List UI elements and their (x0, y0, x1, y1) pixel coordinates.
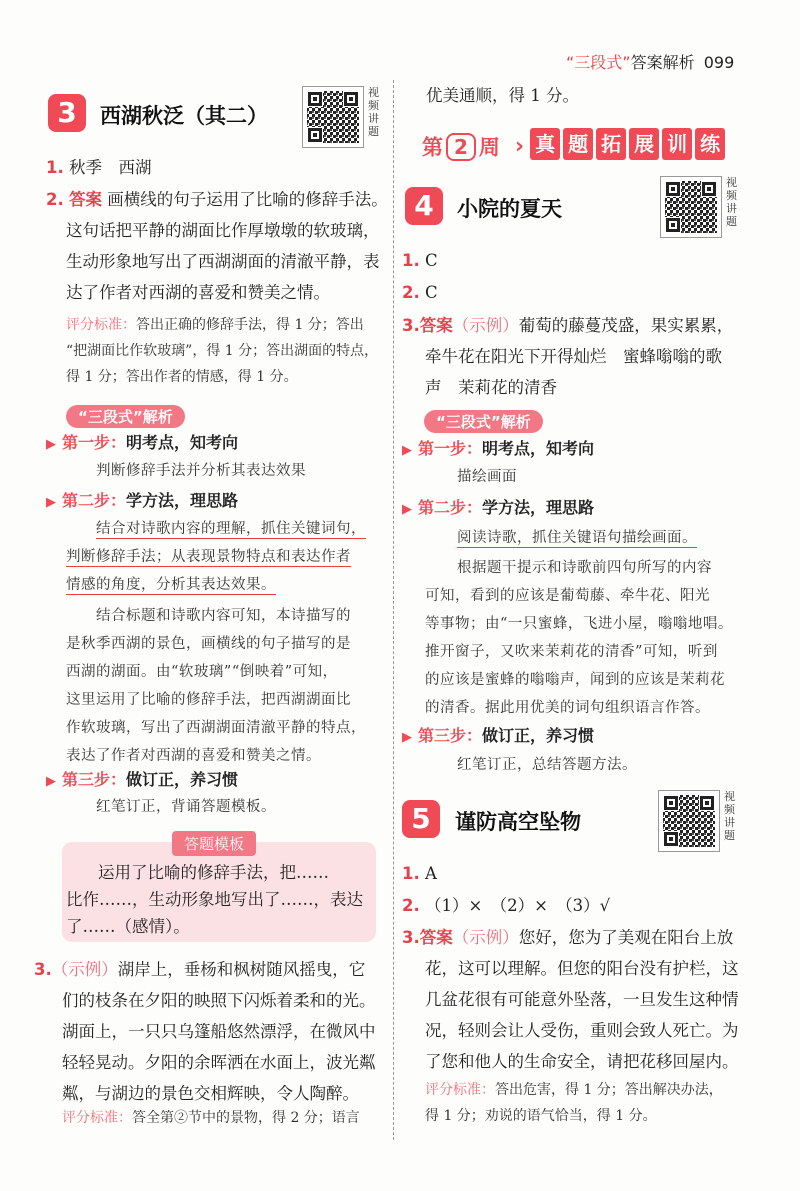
s3-q3-line1 (34, 954, 365, 985)
s3-q2-line4: 达了作者对西湖的喜爱和赞美之情。 (66, 283, 330, 302)
q3-number: 3. (34, 960, 52, 979)
s4-step2-body6: 的清香。据此用优美的词句组织语言作答。 (425, 700, 710, 716)
s3-step2-ul3 (66, 572, 276, 600)
q1-answer: A (425, 864, 437, 883)
s4-step2-body1: 根据题干提示和诗歌前四句所写的内容 (457, 560, 712, 576)
section-5-title: 谨防高空坠物 (455, 810, 581, 834)
score-label: 评分标准： (62, 1110, 132, 1126)
page-number: 099 (703, 53, 735, 72)
q3-text: 湖岸上，垂杨和枫树随风摇曳，它 (117, 960, 366, 979)
header-title: 答案解析 (630, 53, 695, 72)
arrow-right-icon: ▶ (46, 437, 56, 452)
qr-code-icon[interactable] (302, 86, 364, 148)
s3-q3-line3: 湖面上，一只只乌篷船悠然漂浮，在微风中 (62, 1022, 376, 1041)
s3-q2-line2: 这句话把平静的湖面比作厚墩墩的软玻璃， (66, 221, 380, 240)
s4-step2-body3: 等事物；由“一只蜜蜂，飞进小屋，嗡嗡地唱。 (425, 616, 733, 632)
q2-text: 画横线的句子运用了比喻的修辞手法。 (107, 190, 388, 209)
s3-step2-ul2 (66, 544, 351, 572)
s3-step3-text: 红笔订正，背诵答题模板。 (96, 799, 276, 815)
answer-template-tag: 答题模板 (172, 831, 256, 856)
section-5-number: 5 (402, 800, 440, 838)
step2-title: 学方法，理思路 (126, 491, 239, 510)
q1-answer: C (425, 251, 438, 270)
step2-title: 学方法，理思路 (482, 498, 595, 517)
step1-key: 第一步： (418, 439, 483, 458)
s3-q3-line4: 轻轻晃动。夕阳的余晖洒在水面上，波光粼 (62, 1053, 376, 1072)
three-step-pill: “三段式”解析 (424, 410, 543, 433)
step3-title: 做订正，养习惯 (482, 726, 595, 745)
s3-step2-body6: 表达了作者对西湖的喜爱和赞美之情。 (66, 748, 321, 764)
week-chip: 真 (530, 128, 560, 160)
s3-q2-line3: 生动形象地写出了西湖湖面的清澈平静，表 (66, 252, 380, 271)
q1-answer: 秋季 西湖 (69, 158, 152, 177)
tmpl-line1: 运用了比喻的修辞手法，把…… (98, 863, 329, 882)
week-number: 2 (446, 133, 476, 161)
q1-number: 1. (402, 864, 420, 883)
underlined-text: 情感的角度，分析其表达效果。 (66, 577, 276, 593)
underlined-text: 判断修辞手法；从表现景物特点和表达作者 (66, 549, 351, 565)
s3-step1 (46, 430, 238, 458)
s4-q3-line3: 声 茉莉花的清香 (425, 378, 557, 397)
chevron-right-icon: › (515, 134, 525, 159)
score-label: 评分标准： (425, 1082, 495, 1098)
s3-score-line3: 得 1 分；答出作者的情感，得 1 分。 (66, 369, 298, 385)
s4-q1 (402, 245, 438, 276)
tmpl-line3: 了……（感情）。 (66, 917, 190, 936)
qr-code-icon[interactable] (658, 790, 720, 852)
s5-q3-line5: 了您和他人的生命安全，请把花移回屋内。 (425, 1052, 739, 1071)
step3-key: 第三步： (62, 770, 127, 789)
score-text: 答全第②节中的景物，得 2 分；语言 (132, 1110, 360, 1126)
step1-title: 明考点，知考向 (126, 433, 239, 452)
arrow-right-icon: ▶ (402, 730, 412, 745)
s3-step3 (46, 767, 238, 795)
s4-step1 (402, 436, 594, 464)
q2-number: 2. (46, 190, 64, 209)
s4-q3-line2: 牵牛花在阳光下开得灿烂 蜜蜂嗡嗡的歌 (425, 347, 722, 366)
s4-q2 (402, 277, 438, 308)
s3-q1 (46, 152, 152, 183)
tmpl-line2: 比作……，生动形象地写出了……，表达 (66, 890, 363, 909)
q1-number: 1. (46, 158, 64, 177)
section-4-title: 小院的夏天 (457, 197, 562, 221)
answer-label: 答案 (419, 928, 453, 947)
s3-step2-body1: 结合标题和诗歌内容可知，本诗描写的 (96, 608, 351, 624)
step1-key: 第一步： (62, 433, 127, 452)
s4-step2-body2: 可知，看到的应该是葡萄藤、牵牛花、阳光 (425, 588, 710, 604)
s4-q3-line1 (402, 310, 733, 341)
section-3-number: 3 (48, 94, 86, 132)
three-step-pill: “三段式”解析 (66, 405, 185, 428)
week-banner (422, 128, 728, 162)
arrow-right-icon: ▶ (402, 502, 412, 517)
arrow-right-icon: ▶ (46, 495, 56, 510)
s3-step2-ul1 (96, 516, 366, 544)
week-suffix: 周 (478, 135, 500, 160)
answer-label: 答案 (419, 316, 453, 335)
week-chip: 展 (629, 128, 659, 160)
example-label: （示例） (452, 928, 519, 947)
s3-step1-text: 判断修辞手法并分析其表达效果 (96, 463, 306, 479)
score-label: 评分标准： (66, 317, 136, 333)
s4-step3 (402, 723, 594, 751)
step1-title: 明考点，知考向 (482, 439, 595, 458)
week-chip: 拓 (596, 128, 626, 160)
q3-text: 葡萄的藤蔓茂盛，果实累累， (518, 316, 734, 335)
step2-key: 第二步： (62, 491, 127, 510)
s4-step2-body5: 的应该是蜜蜂的嗡嗡声，闻到的应该是茉莉花 (425, 672, 725, 688)
week-chip: 训 (662, 128, 692, 160)
step2-key: 第二步： (418, 498, 483, 517)
page-header (566, 50, 734, 73)
qr-code-icon[interactable] (660, 176, 722, 238)
q3-number: 3. (402, 928, 420, 947)
s4-step2-body4: 推开窗子，又吹来茉莉花的清香”可知，听到 (425, 644, 718, 660)
s5-score-line2: 得 1 分；劝说的语气恰当，得 1 分。 (425, 1108, 657, 1124)
s3-step2-body4: 这里运用了比喻的修辞手法，把西湖湖面比 (66, 692, 351, 708)
score-text: 答出危害，得 1 分；答出解决办法， (495, 1082, 723, 1098)
q2-number: 2. (402, 283, 420, 302)
score-text: 答出正确的修辞手法，得 1 分；答出 (136, 317, 364, 333)
underlined-text: 结合对诗歌内容的理解，抓住关键词句， (96, 521, 366, 537)
s3-q3-line2: 们的枝条在夕阳的映照下闪烁着柔和的光。 (62, 991, 376, 1010)
header-brand: “三段式” (566, 53, 631, 72)
week-chip: 练 (695, 128, 725, 160)
s4-step3-text: 红笔订正，总结答题方法。 (457, 757, 637, 773)
week-chip: 题 (563, 128, 593, 160)
s4-step2 (402, 495, 594, 523)
score-continued: 优美通顺，得 1 分。 (426, 86, 579, 105)
arrow-right-icon: ▶ (402, 443, 412, 458)
s5-q3-line2: 花，这可以理解。但您的阳台没有护栏，这 (425, 959, 739, 978)
s4-step2-ul (457, 525, 697, 553)
qr-label: 视频讲题 (724, 790, 735, 842)
step3-key: 第三步： (418, 726, 483, 745)
s3-step2 (46, 488, 238, 516)
underlined-text: 阅读诗歌，抓住关键语句描绘画面。 (457, 530, 697, 546)
section-4-number: 4 (405, 187, 443, 225)
s3-q2-line1 (46, 184, 388, 215)
s5-q2 (402, 890, 610, 921)
s4-step1-text: 描绘画面 (457, 469, 517, 485)
s5-score-line1 (425, 1078, 723, 1102)
s3-score-line1 (66, 313, 364, 337)
s5-q3-line1 (402, 922, 733, 953)
q3-number: 3. (402, 316, 420, 335)
s5-q3-line3: 几盆花很有可能意外坠落，一旦发生这种情 (425, 990, 739, 1009)
s5-q1 (402, 858, 437, 889)
column-divider (393, 80, 394, 1140)
s3-step2-body5: 作软玻璃，写出了西湖湖面清澈平静的特点， (66, 720, 366, 736)
s3-step2-body3: 西湖的湖面。由“软玻璃”“倒映着”可知， (66, 664, 338, 680)
qr-label: 视频讲题 (368, 86, 379, 138)
q2-number: 2. (402, 896, 420, 915)
s3-step2-body2: 是秋季西湖的景色，画横线的句子描写的是 (66, 636, 351, 652)
example-label: （示例） (452, 316, 519, 335)
s3-score-line2: “把湖面比作软玻璃”，得 1 分；答出湖面的特点， (66, 343, 379, 359)
qr-label: 视频讲题 (726, 176, 737, 228)
q2-answer: （1）× （2）× （3）√ (425, 896, 611, 915)
s3-q3-line5: 粼，与湖边的景色交相辉映，令人陶醉。 (62, 1084, 359, 1103)
arrow-right-icon: ▶ (46, 774, 56, 789)
q1-number: 1. (402, 251, 420, 270)
step3-title: 做订正，养习惯 (126, 770, 239, 789)
week-prefix: 第 (422, 135, 443, 160)
s3-q3-score (62, 1106, 360, 1130)
example-label: （示例） (51, 960, 118, 979)
section-3-title: 西湖秋泛（其二） (100, 104, 268, 128)
q3-text: 您好，您为了美观在阳台上放 (518, 928, 734, 947)
q2-answer: C (425, 283, 438, 302)
answer-label: 答案 (69, 190, 102, 209)
s5-q3-line4: 况，轻则会让人受伤，重则会致人死亡。为 (425, 1021, 739, 1040)
